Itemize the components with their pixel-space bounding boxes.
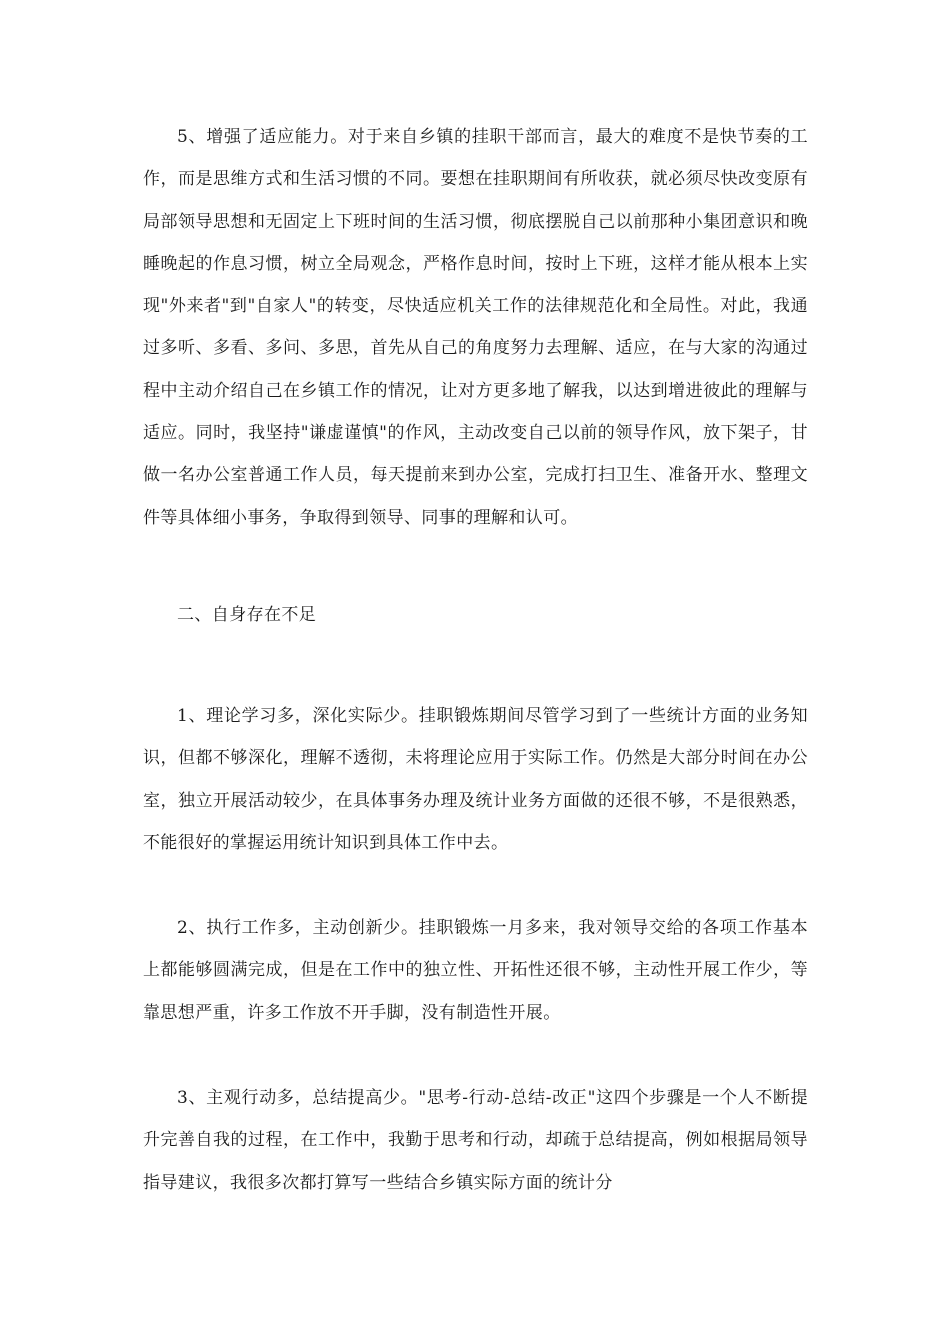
paragraph-action-summary: 3、主观行动多，总结提高少。"思考-行动-总结-改正"这四个步骤是一个人不断提升完善自我的过程，在工作中，我勤于思考和行动，却疏于总结提高，例如根据局领导指导建议，我很多次都打算写一些结合乡镇实际方面的统计分: [143, 1088, 808, 1193]
paragraph-theory-study: 1、理论学习多，深化实际少。挂职锻炼期间尽管学习到了一些统计方面的业务知识，但都不够深化，理解不透彻，未将理论应用于实际工作。仍然是大部分时间在办公室，独立开展活动较少，在具体事务办理及统计业务方面做的还很不够，不是很熟悉，不能很好的掌握运用统计知识到具体工作中去。: [143, 706, 808, 853]
section-heading-shortcomings: 二、自身存在不足: [177, 605, 317, 625]
paragraph-execution-innovation: 2、执行工作多，主动创新少。挂职锻炼一月多来，我对领导交给的各项工作基本上都能够圆满完成，但是在工作中的独立性、开拓性还很不够，主动性开展工作少，等靠思想严重，许多工作放不开手脚，没有制造性开展。: [143, 918, 808, 1023]
paragraph-adaptability: 5、增强了适应能力。对于来自乡镇的挂职干部而言，最大的难度不是快节奏的工作，而是思维方式和生活习惯的不同。要想在挂职期间有所收获，就必须尽快改变原有局部领导思想和无固定上下班时间的生活习惯，彻底摆脱自己以前那种小集团意识和晚睡晚起的作息习惯，树立全局观念，严格作息时间，按时上下班，这样才能从根本上实现"外来者"到"自家人"的转变，尽快适应机关工作的法律规范化和全局性。对此，我通过多听、多看、多问、多思，首先从自己的角度努力去理解、适应，在与大家的沟通过程中主动介绍自己在乡镇工作的情况，让对方更多地了解我，以达到增进彼此的理解与适应。同时，我坚持"谦虚谨慎"的作风，主动改变自己以前的领导作风，放下架子，甘做一名办公室普通工作人员，每天提前来到办公室，完成打扫卫生、准备开水、整理文件等具体细小事务，争取得到领导、同事的理解和认可。: [143, 127, 808, 528]
